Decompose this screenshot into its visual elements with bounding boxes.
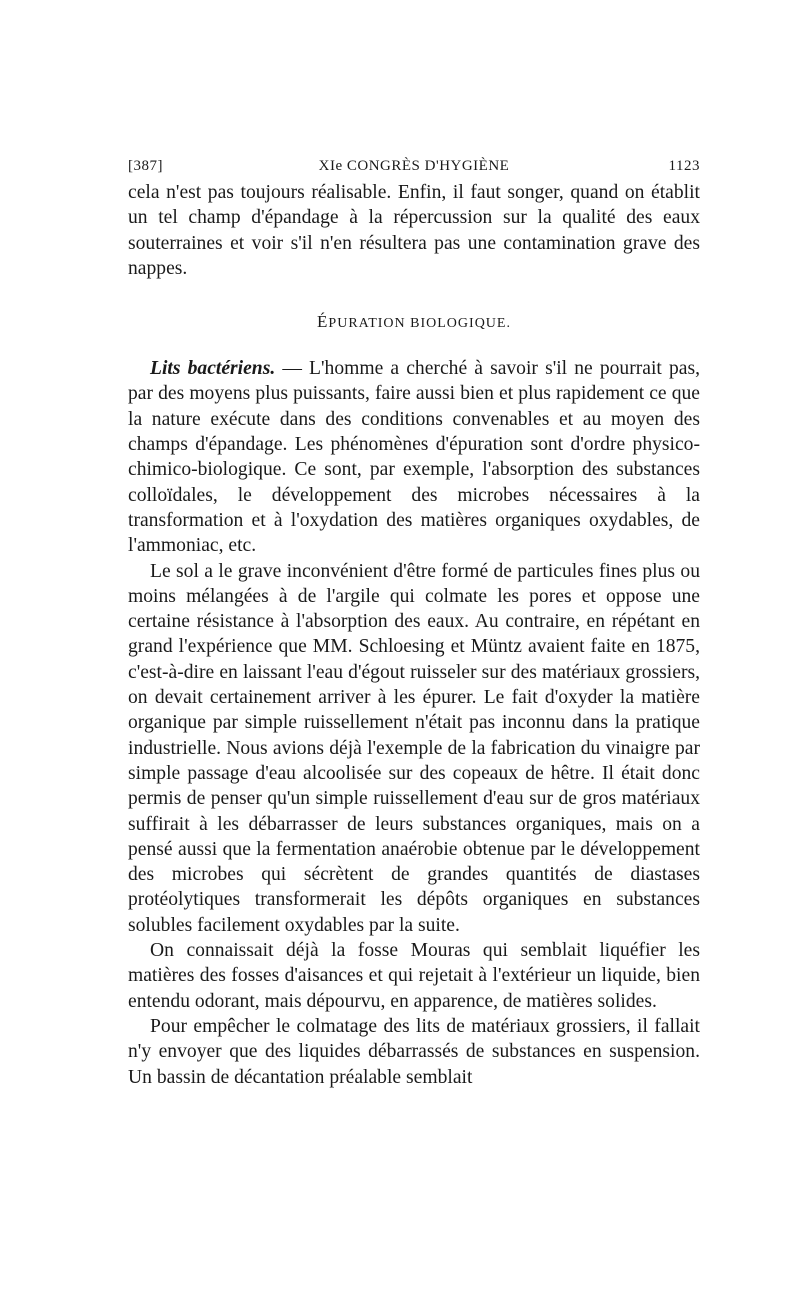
intro-paragraph: cela n'est pas toujours réalisable. Enfin, il faut songer, quand on établit un tel champ d'épandage à la répercussion sur la qualité des eaux souterraines et voir s'il n'en résultera pas une contamination grave des nappes. <box>128 182 700 279</box>
paragraph-colmatage: Pour empêcher le colmatage des lits de matériaux grossiers, il fallait n'y envoyer que des liquides débarrassés de substances en suspension. Un bassin de décantation préalable semblait <box>128 1015 700 1088</box>
body-text <box>128 180 700 1090</box>
page-number: 1123 <box>668 158 700 174</box>
paragraph-text: — L'homme a cherché à savoir s'il ne pourrait pas, par des moyens plus puissants, faire aussi bien et plus rapidement ce que la nature exécute dans des conditions convenables et au moyen des champs d'épandage. Les phénomènes d'épuration sont d'ordre physico-chimico-biologique. Ce sont, par exemple, l'absorption des substances colloïdales, le développement des microbes nécessaires à la transformation et à l'oxydation des matières organiques oxydables, de l'ammoniac, etc. <box>128 358 700 557</box>
running-title: XIe CONGRÈS D'HYGIÈNE <box>318 158 510 174</box>
paragraph-lits-bacteriens <box>128 356 700 558</box>
book-page <box>128 150 700 1090</box>
section-title <box>128 312 700 334</box>
running-header <box>128 150 700 180</box>
section-title-rest: PURATION BIOLOGIQUE. <box>328 316 511 332</box>
page-reference: [387] <box>128 158 163 174</box>
section-title-initial: É <box>317 312 329 332</box>
paragraph-lead: Lits bactériens. <box>150 358 276 380</box>
paragraph-sol: Le sol a le grave inconvénient d'être formé de particules fines plus ou moins mélangées à de l'argile qui colmate les pores et oppose une certaine résistance à l'absorption des eaux. Au contraire, en répétant en grand l'expérience que MM. Schloesing et Müntz avaient faite en 1875, c'est-à-dire en laissant l'eau d'égout ruisseler sur des matériaux grossiers, on devait certainement arriver à les épurer. Le fait d'oxyder la matière organique par simple ruissellement n'était pas inconnu dans la pratique industrielle. Nous avions déjà l'exemple de la fabrication du vinaigre par simple passage d'eau alcoolisée sur des copeaux de hêtre. Il était donc permis de penser qu'un simple ruissellement d'eau sur de gros matériaux suffirait à les débarrasser de leurs substances organiques, mais on a pensé aussi que la fermentation anaérobie obtenue par le développement des microbes qui sécrètent de grandes quantités de diastases protéolytiques transformerait les dépôts organiques en substances solubles facilement oxydables par la suite. <box>128 560 700 936</box>
paragraph-fosse-mouras: On connaissait déjà la fosse Mouras qui semblait liquéfier les matières des fosses d'aisances et qui rejetait à l'extérieur un liquide, bien entendu odorant, mais dépourvu, en apparence, de matières solides. <box>128 940 700 1012</box>
